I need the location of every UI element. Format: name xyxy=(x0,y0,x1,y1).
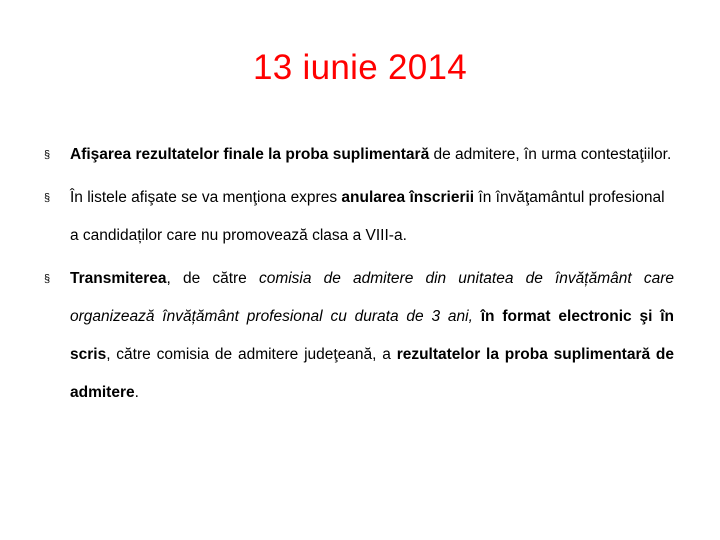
bullet-icon: § xyxy=(44,273,51,285)
item-3-space xyxy=(473,308,481,325)
item-3-bold-format: în format electronic şi în scris xyxy=(70,308,674,363)
item-3-bold-start: Transmiterea xyxy=(70,270,167,287)
slide-title: 13 iunie 2014 xyxy=(252,48,468,87)
item-2-bold-text: anularea înscrierii xyxy=(341,189,475,206)
bullet-icon: § xyxy=(44,149,51,161)
list-item xyxy=(44,179,674,255)
list-item xyxy=(44,136,674,174)
item-1-text: de admitere, în urma contestaţiilor. xyxy=(429,146,672,163)
item-1-bold-text: Afişarea rezultatelor finale la proba suplimentară xyxy=(70,146,430,163)
item-2-text-end: în învăţamântul profesional a candidaților care nu promovează clasa a VIII-a. xyxy=(70,189,665,244)
item-2-text-start: În listele afişate se va menţiona expres xyxy=(70,189,342,206)
item-3-italic-text: comisia de admitere din unitatea de învățământ care organizează învățământ profesional cu durata de 3 ani, xyxy=(70,270,674,325)
item-3-bold-end: rezultatelor la proba suplimentară de admitere xyxy=(70,346,674,401)
bullet-list xyxy=(44,136,674,417)
bullet-icon: § xyxy=(44,192,51,204)
list-item xyxy=(44,260,674,412)
item-3-text-b: , către comisia de admitere judeţeană, a xyxy=(106,346,397,363)
item-3-period: . xyxy=(134,384,139,401)
item-3-text-a: , de către xyxy=(166,270,259,287)
